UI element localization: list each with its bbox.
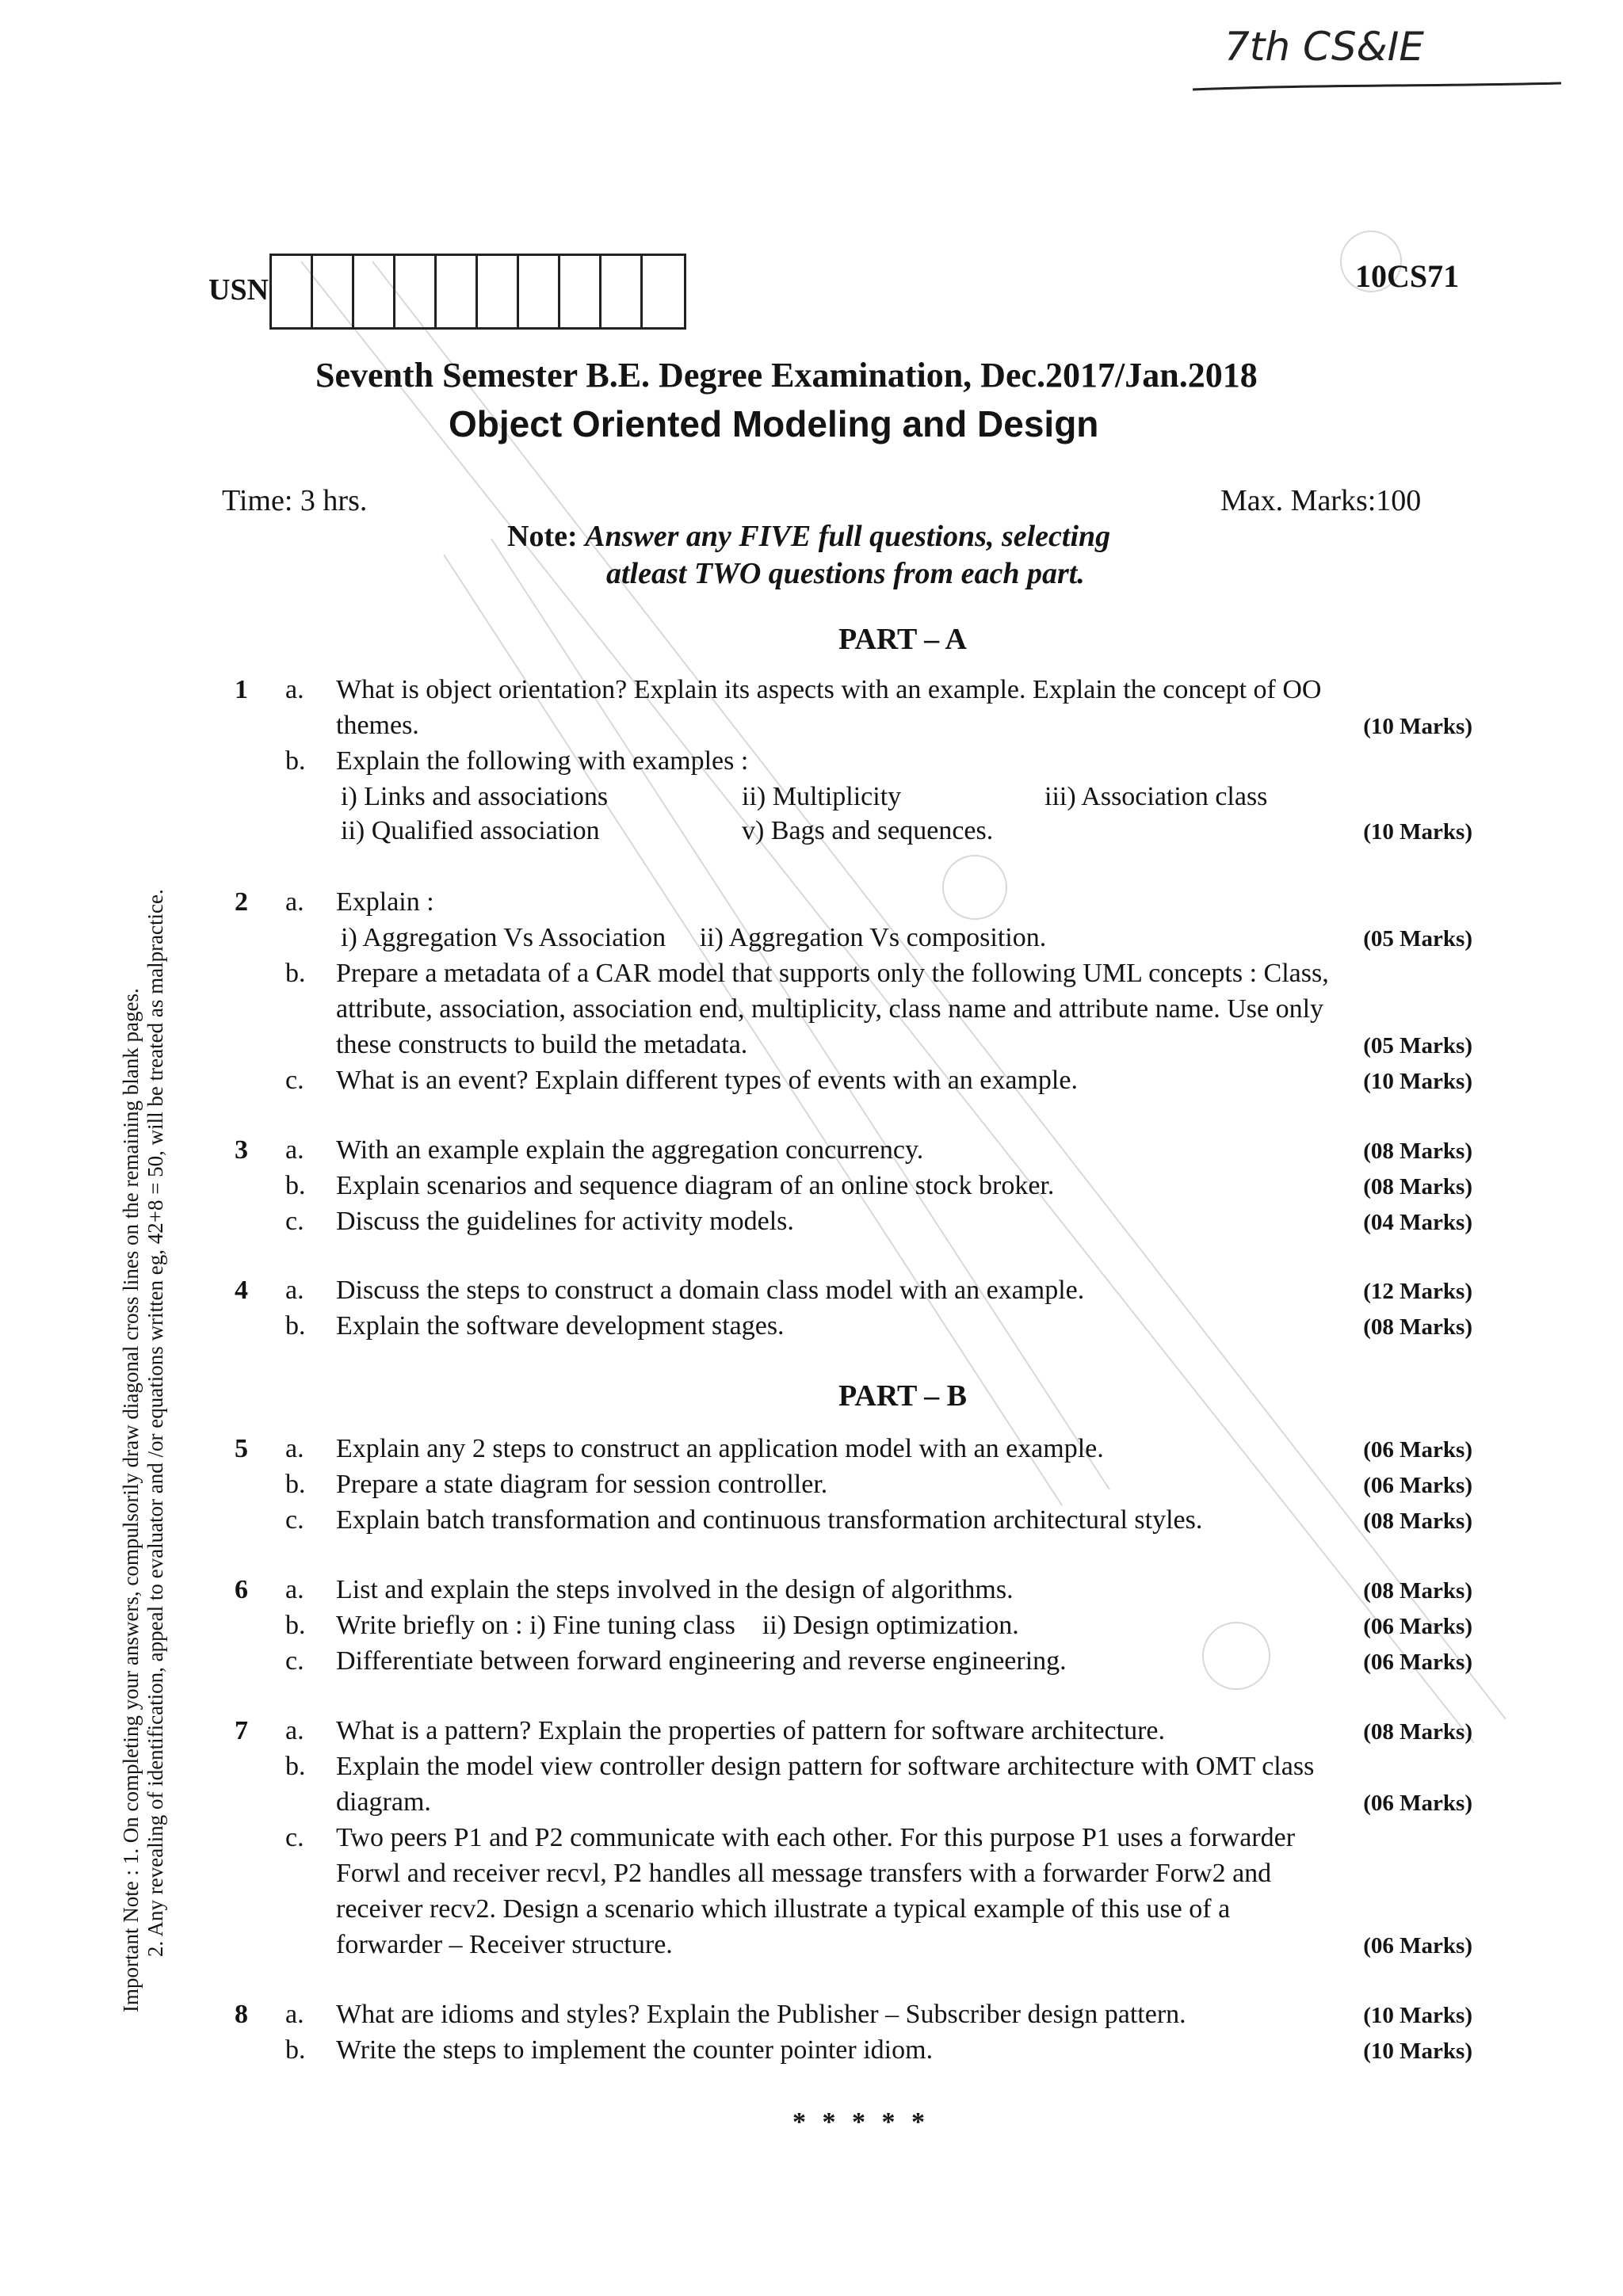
question-text: Discuss the guidelines for activity models. xyxy=(336,1207,794,1236)
question-text: Explain the following with examples : xyxy=(336,746,749,776)
question-letter: c. xyxy=(285,1505,304,1535)
question-text: Write the steps to implement the counter pointer idiom. xyxy=(336,2035,934,2065)
question-text: With an example explain the aggregation concurrency. xyxy=(336,1135,924,1165)
question-letter: c. xyxy=(285,1066,304,1095)
usn-box xyxy=(395,256,437,327)
question-text: forwarder – Receiver structure. xyxy=(336,1930,673,1959)
question-subitem: iii) Association class xyxy=(1044,782,1268,811)
max-marks: Max. Marks:100 xyxy=(1220,484,1422,517)
question-text: diagram. xyxy=(336,1787,431,1817)
usn-label: USN xyxy=(208,273,269,307)
question-text: What is an event? Explain different types of events with an example. xyxy=(336,1066,1078,1095)
question-letter: a. xyxy=(285,887,304,917)
side-important-note xyxy=(119,889,168,2012)
usn-box xyxy=(272,256,313,327)
part-b-heading: PART – B xyxy=(838,1379,967,1413)
question-text: What are idioms and styles? Explain the Publisher – Subscriber design pattern. xyxy=(336,2000,1186,2029)
question-marks: (08 Marks) xyxy=(1363,1508,1472,1534)
usn-boxes xyxy=(269,254,686,330)
usn-box xyxy=(354,256,395,327)
question-subitem: i) Links and associations xyxy=(341,782,609,811)
question-marks: (08 Marks) xyxy=(1363,1719,1472,1745)
handwritten-annotation: 7th CS&IE xyxy=(1224,24,1424,70)
question-text: i) Aggregation Vs Association ii) Aggregation Vs composition. xyxy=(341,923,1047,952)
question-text: Explain scenarios and sequence diagram of an online stock broker. xyxy=(336,1171,1055,1200)
question-letter: c. xyxy=(285,1823,304,1852)
question-number: 1 xyxy=(235,675,248,704)
question-number: 2 xyxy=(235,887,248,917)
exam-title: Seventh Semester B.E. Degree Examination, Dec.2017/Jan.2018 xyxy=(315,356,1258,395)
question-marks: (05 Marks) xyxy=(1363,1033,1472,1058)
question-marks: (08 Marks) xyxy=(1363,1578,1472,1604)
question-text: Write briefly on : i) Fine tuning class ii) Design optimization. xyxy=(336,1611,1019,1640)
question-text: Discuss the steps to construct a domain class model with an example. xyxy=(336,1276,1085,1305)
question-number: 7 xyxy=(235,1716,248,1745)
question-text: these constructs to build the metadata. xyxy=(336,1030,748,1059)
paper-code: 10CS71 xyxy=(1355,258,1460,294)
question-letter: a. xyxy=(285,1434,304,1463)
note-text-1: Answer any FIVE full questions, selecting xyxy=(585,520,1111,553)
question-number: 6 xyxy=(235,1575,248,1604)
question-letter: a. xyxy=(285,1135,304,1165)
question-letter: b. xyxy=(285,1611,306,1640)
question-number: 4 xyxy=(235,1276,248,1305)
exam-time: Time: 3 hrs. xyxy=(222,484,368,517)
question-marks: (06 Marks) xyxy=(1363,1614,1472,1639)
question-letter: a. xyxy=(285,1276,304,1305)
side-note-line-2: 2. Any revealing of identification, appeal to evaluator and /or equations written eg, 42+8 = 50, will be treated as malpractice. xyxy=(143,889,167,1957)
usn-box xyxy=(313,256,354,327)
question-letter: a. xyxy=(285,675,304,704)
usn-box xyxy=(437,256,478,327)
question-text: Explain batch transformation and continuous transformation architectural styles. xyxy=(336,1505,1203,1535)
question-marks: (06 Marks) xyxy=(1363,1650,1472,1675)
question-marks: (10 Marks) xyxy=(1363,714,1472,739)
subject-title: Object Oriented Modeling and Design xyxy=(449,403,1099,444)
question-marks: (04 Marks) xyxy=(1363,1210,1472,1235)
question-text: Explain the software development stages. xyxy=(336,1311,785,1341)
question-text: Prepare a state diagram for session controller. xyxy=(336,1470,828,1499)
question-text: Explain any 2 steps to construct an application model with an example. xyxy=(336,1434,1104,1463)
question-number: 3 xyxy=(235,1135,248,1165)
question-marks: (10 Marks) xyxy=(1363,2039,1472,2064)
question-text: Differentiate between forward engineering and reverse engineering. xyxy=(336,1646,1067,1676)
question-marks: (06 Marks) xyxy=(1363,1437,1472,1463)
side-note-line-1: Important Note : 1. On completing your answers, compulsorily draw diagonal cross lines on the remaining blank pages. xyxy=(119,988,143,2012)
usn-box xyxy=(643,256,684,327)
question-marks: (10 Marks) xyxy=(1363,819,1472,845)
question-letter: b. xyxy=(285,1171,306,1200)
question-letter: b. xyxy=(285,1470,306,1499)
instructions-line-1 xyxy=(507,519,1110,554)
question-text: themes. xyxy=(336,711,419,740)
question-subitem: ii) Multiplicity xyxy=(742,782,902,811)
usn-box xyxy=(478,256,519,327)
question-letter: c. xyxy=(285,1646,304,1676)
question-number: 5 xyxy=(235,1434,248,1463)
question-letter: a. xyxy=(285,1716,304,1745)
question-subitem: ii) Qualified association xyxy=(341,816,600,845)
question-marks: (06 Marks) xyxy=(1363,1933,1472,1958)
question-letter: b. xyxy=(285,959,306,988)
question-text: Two peers P1 and P2 communicate with each other. For this purpose P1 uses a forwarder xyxy=(336,1823,1296,1852)
question-letter: b. xyxy=(285,2035,306,2065)
question-letter: a. xyxy=(285,2000,304,2029)
question-letter: c. xyxy=(285,1207,304,1236)
question-marks: (10 Marks) xyxy=(1363,2003,1472,2028)
question-text: Prepare a metadata of a CAR model that supports only the following UML concepts : Class, xyxy=(336,959,1329,988)
question-text: What is a pattern? Explain the properties of pattern for software architecture. xyxy=(336,1716,1165,1745)
instructions-line-2: atleast TWO questions from each part. xyxy=(606,557,1085,590)
question-letter: b. xyxy=(285,746,306,776)
usn-box xyxy=(560,256,601,327)
part-a-heading: PART – A xyxy=(838,623,967,656)
question-marks: (05 Marks) xyxy=(1363,926,1472,952)
question-text: Forwl and receiver recvl, P2 handles all message transfers with a forwarder Forw2 and xyxy=(336,1859,1272,1888)
question-text: What is object orientation? Explain its aspects with an example. Explain the concept of OO xyxy=(336,675,1322,704)
question-letter: b. xyxy=(285,1311,306,1341)
end-of-paper-stars: * * * * * xyxy=(792,2107,930,2137)
question-marks: (10 Marks) xyxy=(1363,1069,1472,1094)
question-marks: (06 Marks) xyxy=(1363,1791,1472,1816)
question-marks: (08 Marks) xyxy=(1363,1314,1472,1340)
usn-box xyxy=(519,256,560,327)
question-marks: (06 Marks) xyxy=(1363,1473,1472,1498)
question-text: Explain : xyxy=(336,887,434,917)
question-marks: (08 Marks) xyxy=(1363,1138,1472,1164)
question-number: 8 xyxy=(235,2000,248,2029)
question-letter: b. xyxy=(285,1752,306,1781)
question-text: attribute, association, association end, multiplicity, class name and attribute name. Use only xyxy=(336,994,1324,1024)
question-marks: (12 Marks) xyxy=(1363,1279,1472,1304)
question-marks: (08 Marks) xyxy=(1363,1174,1472,1199)
note-label: Note: xyxy=(507,520,578,553)
question-text: List and explain the steps involved in the design of algorithms. xyxy=(336,1575,1014,1604)
question-text: Explain the model view controller design pattern for software architecture with OMT class xyxy=(336,1752,1315,1781)
question-letter: a. xyxy=(285,1575,304,1604)
question-text: receiver recv2. Design a scenario which illustrate a typical example of this use of a xyxy=(336,1894,1231,1924)
question-subitem: v) Bags and sequences. xyxy=(742,816,994,845)
usn-box xyxy=(601,256,643,327)
